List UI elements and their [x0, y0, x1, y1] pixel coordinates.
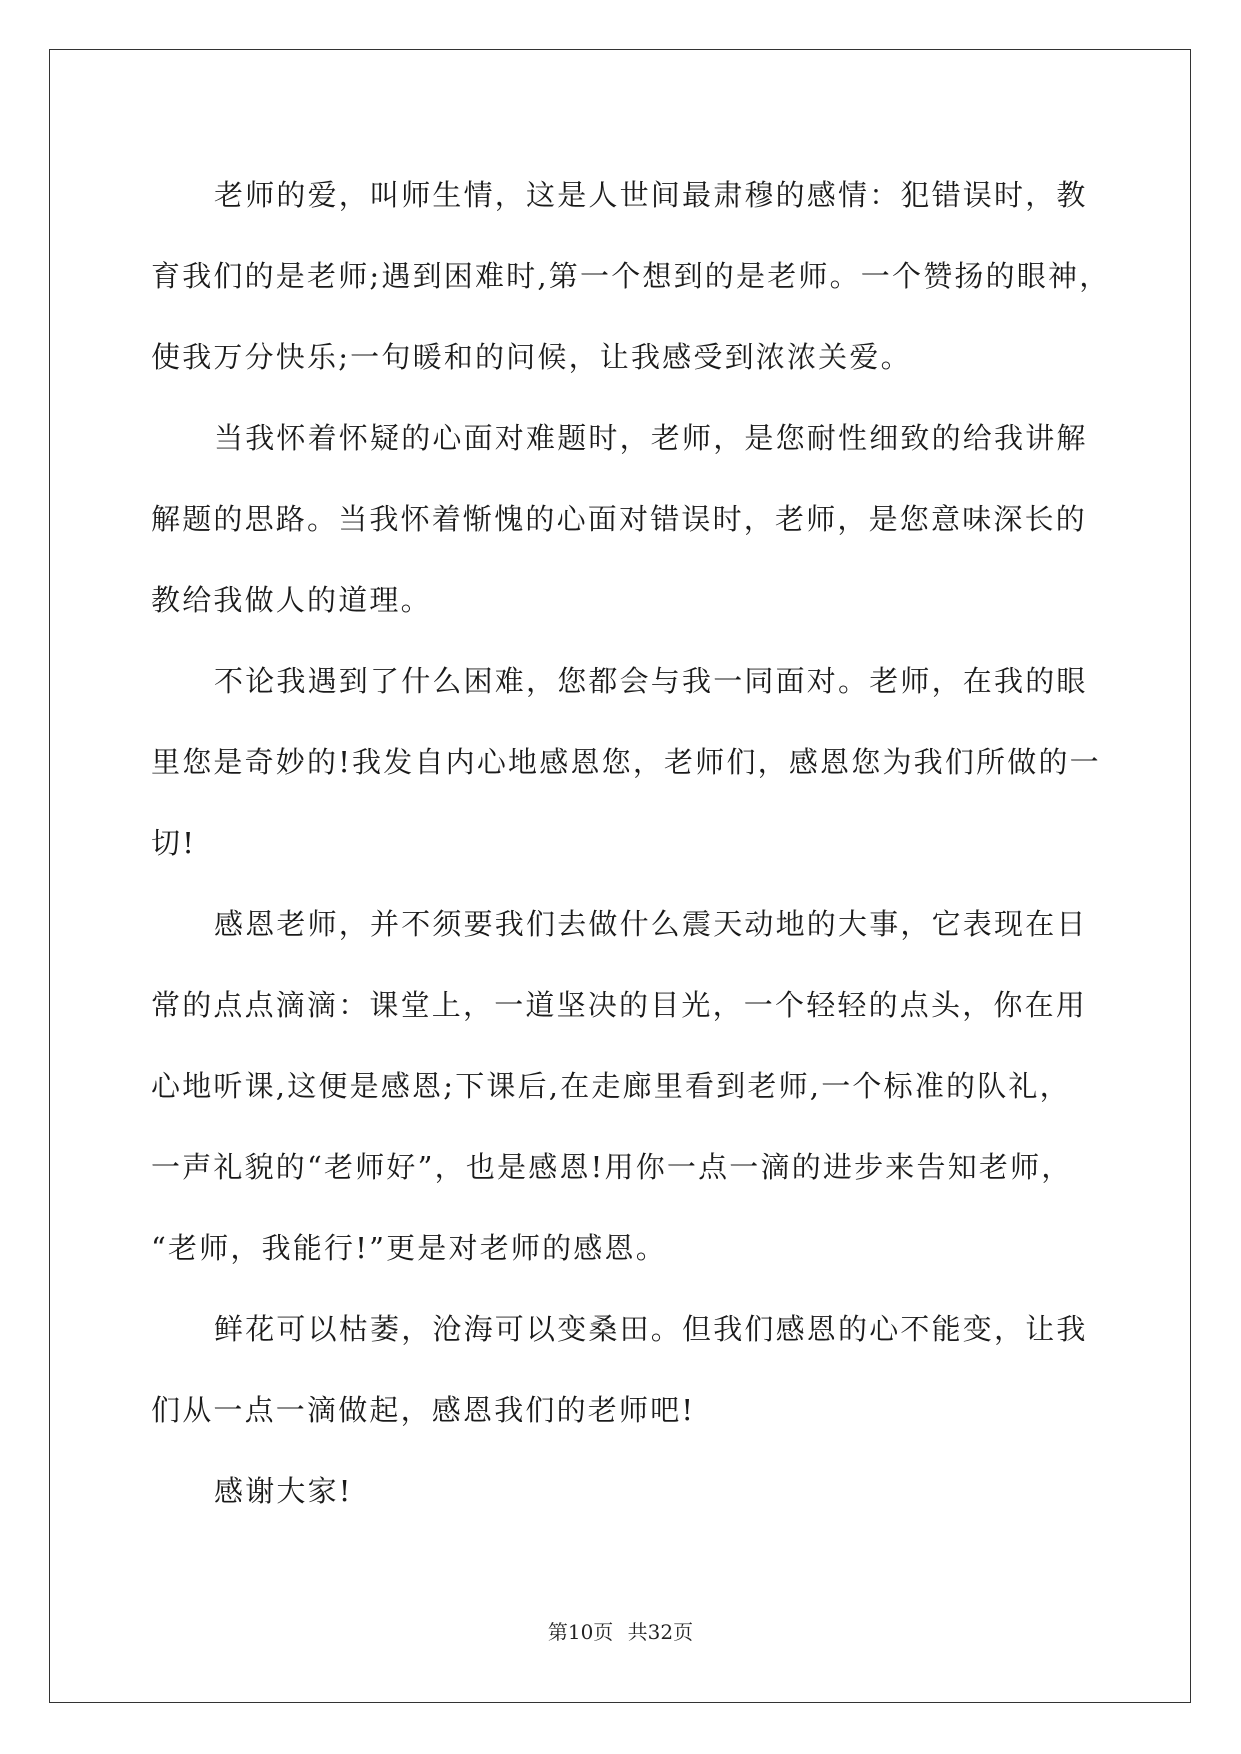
- paragraph-5: [151, 1289, 1093, 1451]
- paragraph-1: [151, 155, 1111, 398]
- text-line: 感谢大家!: [214, 1474, 353, 1508]
- text-line: 育我们的是老师;遇到困难时,第一个想到的是老师。一个赞扬的眼神，: [151, 259, 1111, 293]
- paragraph-2: [151, 398, 1093, 641]
- text-line: “老师，我能行!”更是对老师的感恩。: [151, 1231, 667, 1265]
- text-line: 感恩老师，并不须要我们去做什么震天动地的大事，它表现在日: [214, 907, 1088, 941]
- text-line: 心地听课,这便是感恩;下课后,在走廊里看到老师,一个标准的队礼，: [151, 1069, 1071, 1103]
- text-line: 里您是奇妙的!我发自内心地感恩您，老师们，感恩您为我们所做的一: [151, 745, 1101, 779]
- paragraph-4: [151, 884, 1093, 1289]
- page-number: 第10页: [547, 1620, 614, 1644]
- text-line: 解题的思路。当我怀着惭愧的心面对错误时，老师，是您意味深长的: [151, 502, 1088, 536]
- text-line: 当我怀着怀疑的心面对难题时，老师，是您耐性细致的给我讲解: [214, 421, 1088, 455]
- paragraph-6: [151, 1451, 1093, 1532]
- document-body: [151, 155, 1111, 1532]
- page-total: 共32页: [627, 1620, 694, 1644]
- text-line: 鲜花可以枯萎，沧海可以变桑田。但我们感恩的心不能变，让我: [214, 1312, 1088, 1346]
- text-line: 不论我遇到了什么困难，您都会与我一同面对。老师，在我的眼: [214, 664, 1088, 698]
- text-line: 常的点点滴滴：课堂上，一道坚决的目光，一个轻轻的点头，你在用: [151, 988, 1088, 1022]
- paragraph-3: [151, 641, 1101, 884]
- text-line: 切!: [151, 826, 197, 860]
- text-line: 教给我做人的道理。: [151, 583, 432, 617]
- text-line: 们从一点一滴做起，感恩我们的老师吧!: [151, 1393, 696, 1427]
- text-line: 使我万分快乐;一句暖和的问候，让我感受到浓浓关爱。: [151, 340, 912, 374]
- text-line: 老师的爱，叫师生情，这是人世间最肃穆的感情：犯错误时，教: [214, 178, 1088, 212]
- text-line: 一声礼貌的“老师好”，也是感恩!用你一点一滴的进步来告知老师，: [151, 1150, 1073, 1184]
- page-footer: [0, 1616, 1241, 1645]
